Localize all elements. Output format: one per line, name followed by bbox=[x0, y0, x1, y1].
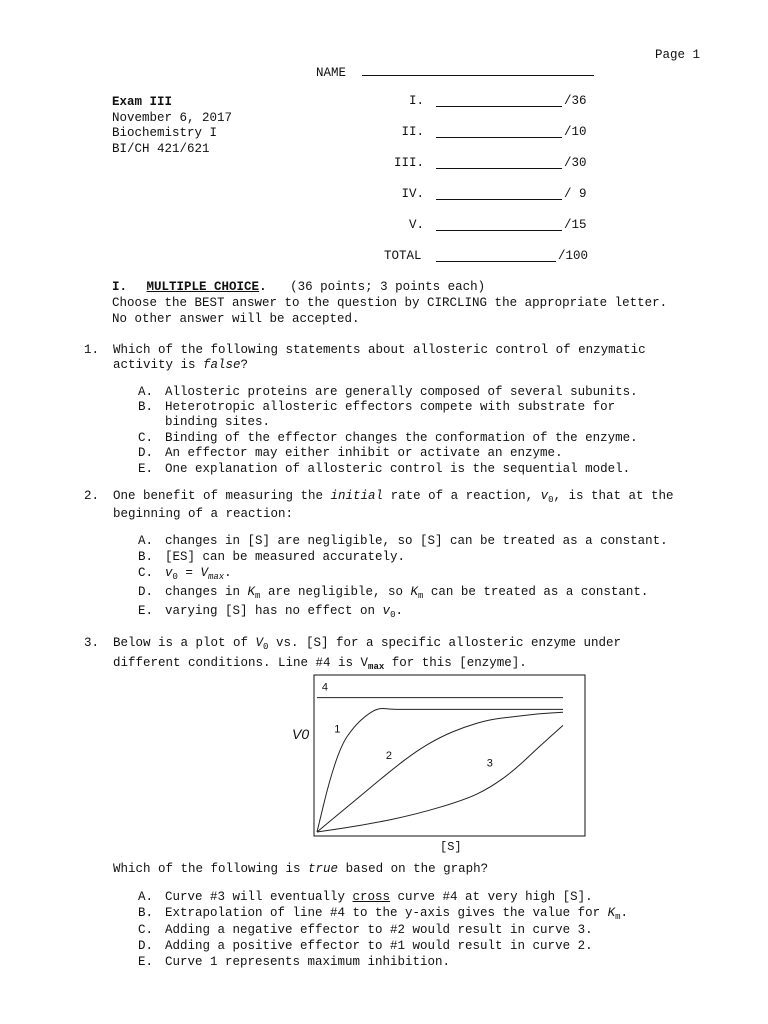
option-a[interactable]: A. Allosteric proteins are generally composed of several subunits. bbox=[138, 385, 638, 399]
section-title: MULTIPLE CHOICE bbox=[146, 280, 260, 294]
option-e[interactable]: E. One explanation of allosteric control is the sequential model. bbox=[138, 462, 631, 476]
question-stem: Which of the following statements about allosteric control of enzymatic bbox=[113, 343, 646, 357]
option-e[interactable]: E. varying [S] has no effect on $v_0$. bbox=[138, 604, 403, 620]
score-blank[interactable] bbox=[436, 187, 562, 200]
exam-course: Biochemistry I bbox=[112, 126, 218, 140]
score-max: /15 bbox=[564, 218, 587, 232]
option-b[interactable]: B. Heterotropic allosteric effectors compete with substrate for bbox=[138, 400, 616, 414]
option-b-continued: binding sites. bbox=[165, 415, 271, 429]
section-points: (36 points; 3 points each) bbox=[290, 280, 486, 294]
section-numeral: I. bbox=[112, 280, 128, 294]
option-d[interactable]: D. Adding a positive effector to #1 would result in curve 2. bbox=[138, 939, 593, 953]
question-stem: Below is a plot of $V_0$ vs. [S] for a specific allosteric enzyme under bbox=[113, 636, 622, 652]
y-axis-label: V0 bbox=[292, 726, 310, 742]
option-b[interactable]: B. Extrapolation of line #4 to the y-axis gives the value for $K_m$. bbox=[138, 906, 629, 922]
score-label: III. bbox=[393, 156, 424, 170]
name-blank[interactable] bbox=[362, 63, 594, 76]
question-stem: different conditions. Line #4 is $V_{max}$ for this [enzyme]. bbox=[113, 656, 527, 672]
section-instruction: Choose the BEST answer to the question by CIRCLING the appropriate letter. bbox=[112, 296, 668, 310]
option-d[interactable]: D. changes in $K_m$ are negligible, so $K_m$ can be treated as a constant. bbox=[138, 585, 649, 601]
score-max: / 9 bbox=[564, 187, 587, 201]
option-c[interactable]: C. Adding a negative effector to #2 would result in curve 3. bbox=[138, 923, 593, 937]
x-axis-label: [S] bbox=[440, 840, 462, 854]
exam-code: BI/CH 421/621 bbox=[112, 142, 210, 156]
score-label: V. bbox=[408, 218, 424, 232]
option-c[interactable]: C. $v_0 = V_{max}$. bbox=[138, 566, 232, 582]
question-stem: One benefit of measuring the initial rate of a reaction, $v_0$, is that at the bbox=[113, 489, 674, 505]
option-b[interactable]: B. [ES] can be measured accurately. bbox=[138, 550, 406, 564]
name-row bbox=[316, 63, 594, 80]
question-stem: beginning of a reaction: bbox=[113, 507, 294, 521]
name-label: NAME bbox=[316, 66, 347, 80]
option-a[interactable]: A. Curve #3 will eventually cross curve #4 at very high [S]. bbox=[138, 890, 593, 904]
section-heading: I. MULTIPLE CHOICE. (36 points; 3 points each) bbox=[112, 280, 486, 294]
curve-label-3: 3 bbox=[486, 757, 493, 770]
question-number: 2. bbox=[84, 489, 100, 503]
exam-date: November 6, 2017 bbox=[112, 111, 233, 125]
curve-label-4: 4 bbox=[321, 681, 329, 694]
score-max: /36 bbox=[564, 94, 587, 108]
option-a[interactable]: A. changes in [S] are negligible, so [S] can be treated as a constant. bbox=[138, 534, 668, 548]
score-blank[interactable] bbox=[436, 94, 562, 107]
score-max: /30 bbox=[564, 156, 587, 170]
score-blank[interactable] bbox=[436, 125, 562, 138]
score-blank[interactable] bbox=[436, 218, 562, 231]
curve-label-1: 1 bbox=[334, 723, 341, 736]
option-d[interactable]: D. An effector may either inhibit or activate an enzyme. bbox=[138, 446, 563, 460]
question-number: 3. bbox=[84, 636, 100, 650]
plot-frame bbox=[314, 675, 585, 836]
score-blank[interactable] bbox=[436, 249, 556, 262]
exam-title: Exam III bbox=[112, 95, 173, 109]
option-c[interactable]: C. Binding of the effector changes the conformation of the enzyme. bbox=[138, 431, 638, 445]
question-prompt: Which of the following is true based on the graph? bbox=[113, 862, 489, 876]
question-number: 1. bbox=[84, 343, 100, 357]
v0-vs-s-plot bbox=[313, 674, 587, 838]
score-blank[interactable] bbox=[436, 156, 562, 169]
option-e[interactable]: E. Curve 1 represents maximum inhibition. bbox=[138, 955, 451, 969]
score-label: II. bbox=[401, 125, 424, 139]
curve-label-2: 2 bbox=[385, 750, 393, 762]
score-max: /10 bbox=[564, 125, 587, 139]
score-label: IV. bbox=[401, 187, 424, 201]
score-label: TOTAL bbox=[384, 249, 422, 263]
question-stem: activity is false? bbox=[113, 358, 249, 372]
page-number: Page 1 bbox=[655, 48, 701, 62]
score-max: /100 bbox=[558, 249, 589, 263]
section-instruction: No other answer will be accepted. bbox=[112, 312, 360, 326]
score-label: I. bbox=[408, 94, 424, 108]
